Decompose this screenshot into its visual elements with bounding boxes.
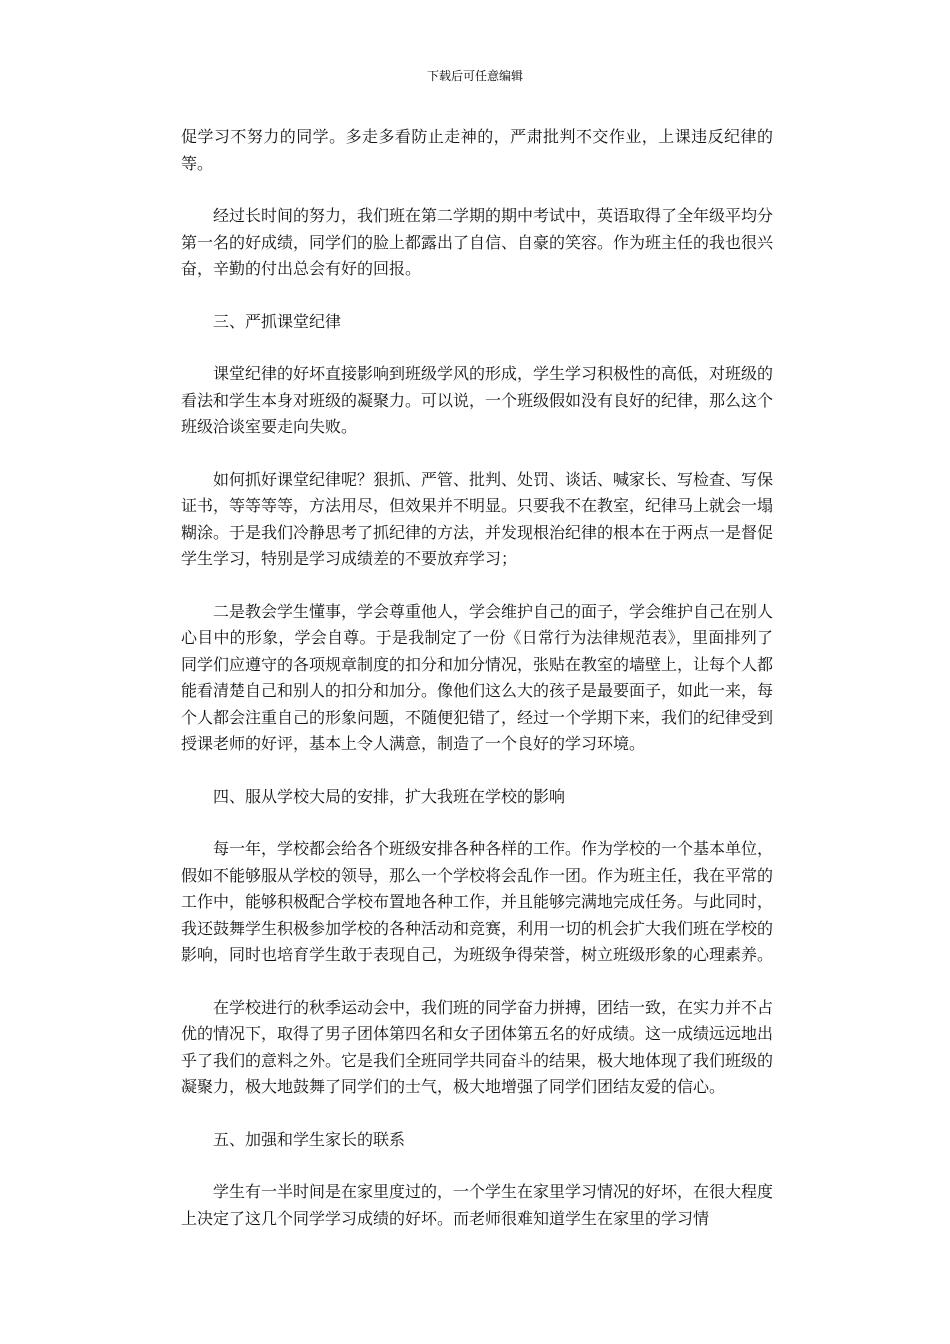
paragraph: 学生有一半时间是在家里度过的，一个学生在家里学习情况的好坏，在很大程度上决定了这几个同学学习成绩的好坏。而老师很难知道学生在家里的学习情 (181, 1182, 774, 1228)
paragraph: 每一年，学校都会给各个班级安排各种各样的工作。作为学校的一个基本单位，假如不能够服从学校的领导，那么一个学校将会乱作一团。作为班主任，我在平常的工作中，能够积极配合学校布置地各种工作，并且能够完满地完成任务。与此同时，我还鼓舞学生积极参加学校的各种活动和竞赛，利用一切的机会扩大我们班在学校的影响，同时也培育学生敢于表现自己，为班级争得荣誉，树立班级形象的心理素养。 (181, 839, 774, 964)
section-heading: 五、加强和学生家长的联系 (213, 1129, 406, 1149)
paragraph: 经过长时间的努力，我们班在第二学期的期中考试中，英语取得了全年级平均分第一名的好成绩，同学们的脸上都露出了自信、自豪的笑容。作为班主任的我也很兴奋，辛勤的付出总会有好的回报。 (181, 206, 774, 278)
document-body (181, 124, 773, 1258)
paragraph: 如何抓好课堂纪律呢？狠抓、严管、批判、处罚、谈话、喊家长、写检查、写保证书，等等等等，方法用尽，但效果并不明显。只要我不在教室，纪律马上就会一塌糊涂。于是我们冷静思考了抓纪律的方法，并发现根治纪律的根本在于两点一是督促学生学习，特别是学习成绩差的不要放弃学习； (181, 469, 774, 568)
section-heading: 四、服从学校大局的安排，扩大我班在学校的影响 (213, 786, 566, 806)
paragraph: 促学习不努力的同学。多走多看防止走神的，严肃批判不交作业，上课违反纪律的等。 (181, 127, 773, 173)
paragraph: 二是教会学生懂事，学会尊重他人，学会维护自己的面子，学会维护自己在别人心目中的形象，学会自尊。于是我制定了一份《日常行为法律规范表》，里面排列了同学们应遵守的各项规章制度的扣分和加分情况，张贴在教室的墙壁上，让每个人都能看清楚自己和别人的扣分和加分。像他们这么大的孩子是最要面子，如此一来，每个人都会注重自己的形象问题，不随便犯错了，经过一个学期下来，我们的纪律受到授课老师的好评，基本上令人满意，制造了一个良好的学习环境。 (181, 601, 774, 753)
page-header: 下载后可任意编辑 (426, 69, 523, 83)
paragraph: 课堂纪律的好坏直接影响到班级学风的形成，学生学习积极性的高低，对班级的看法和学生本身对班级的凝聚力。可以说，一个班级假如没有良好的纪律，那么这个班级洽谈室要走向失败。 (181, 364, 774, 436)
paragraph: 在学校进行的秋季运动会中，我们班的同学奋力拼搏，团结一致，在实力并不占优的情况下，取得了男子团体第四名和女子团体第五名的好成绩。这一成绩远远地出乎了我们的意料之外。它是我们全班同学共同奋斗的结果，极大地体现了我们班级的凝聚力，极大地鼓舞了同学们的士气，极大地增强了同学们团结友爱的信心。 (181, 997, 774, 1096)
section-heading: 三、严抓课堂纪律 (213, 311, 342, 331)
